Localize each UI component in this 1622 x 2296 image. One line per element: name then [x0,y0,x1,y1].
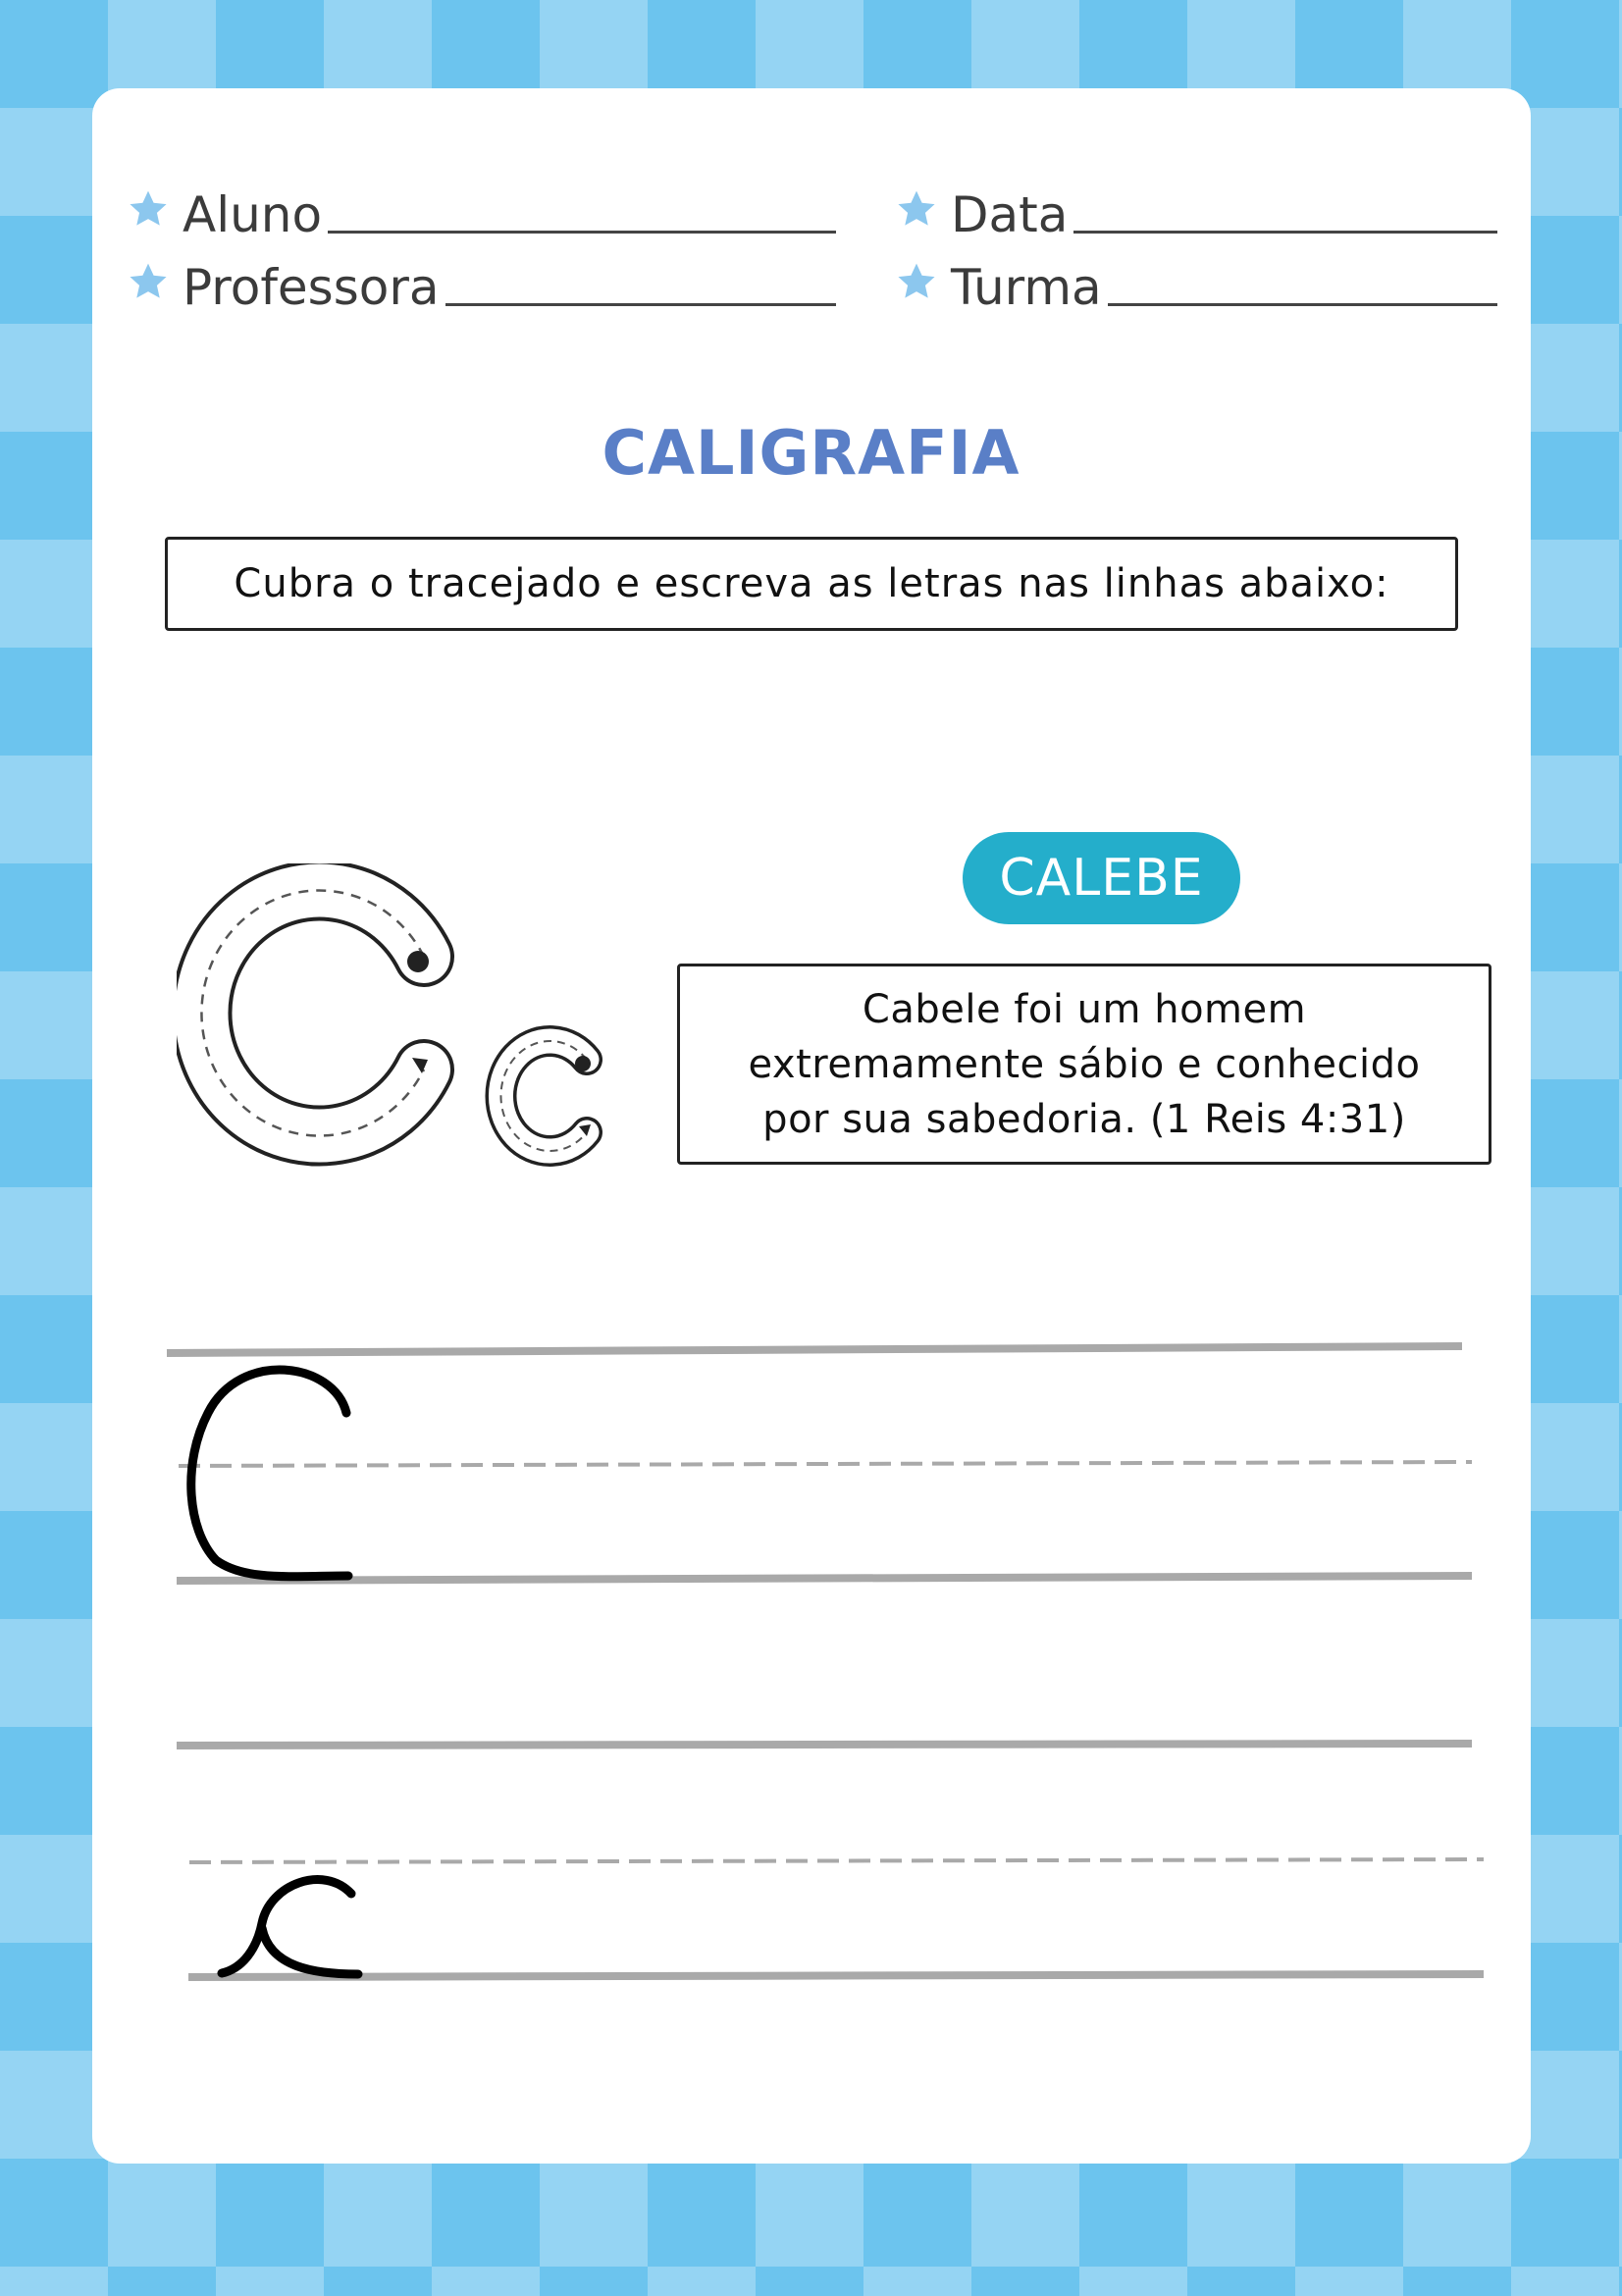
instruction-box [165,537,1458,631]
turma-label: Turma [951,259,1102,316]
aluno-field[interactable] [128,177,836,243]
data-label: Data [951,186,1069,243]
star-icon [896,261,937,302]
star-icon [128,261,169,302]
aluno-label: Aluno [183,186,323,243]
instruction-text: Cubra o tracejado e escreva as letras nas linhas abaixo: [234,561,1389,606]
uppercase-c-outline [201,891,429,1136]
star-icon [128,188,169,230]
data-field[interactable] [896,177,1497,243]
word-badge: CALEBE [963,832,1240,924]
page-title: CALIGRAFIA [602,417,1020,489]
professora-field[interactable] [128,249,836,316]
verse-box [677,964,1491,1165]
professora-label: Professora [183,259,440,316]
lowercase-c-outline [500,1041,591,1151]
professora-line[interactable] [445,303,836,306]
star-icon [896,188,937,230]
verse-text: Cabele foi um homem extremamente sábio e conhecido por sua sabedoria. (1 Reis 4:31) [748,986,1421,1142]
letter-tracing-illustration [177,863,638,1187]
turma-line[interactable] [1108,303,1497,306]
turma-field[interactable] [896,249,1497,316]
aluno-line[interactable] [328,231,836,234]
data-line[interactable] [1073,231,1497,234]
